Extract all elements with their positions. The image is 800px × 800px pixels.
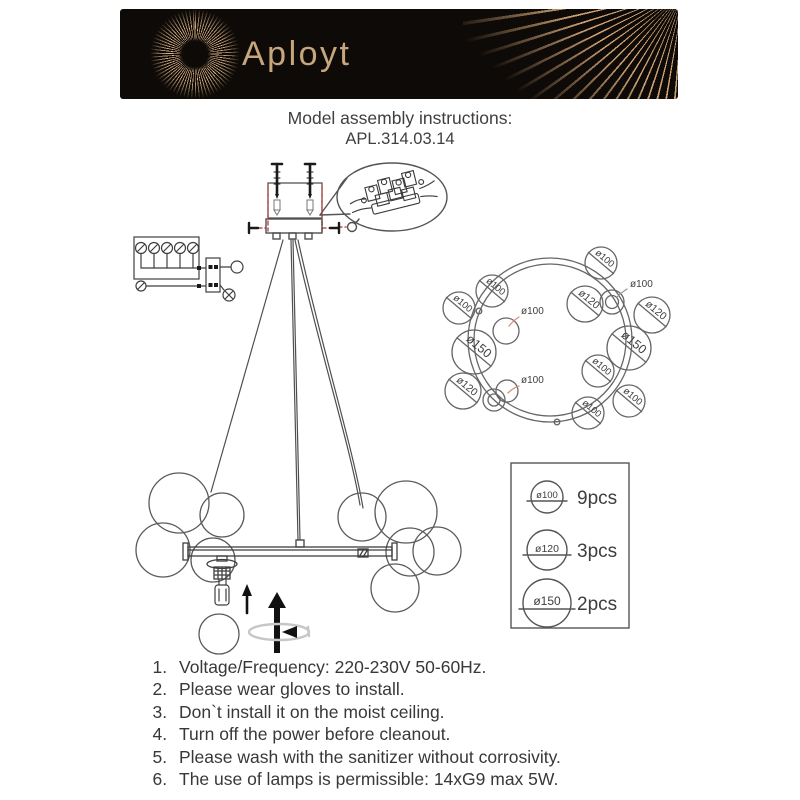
ball-label: ø100 [579,397,604,420]
corner-rays-icon [463,9,678,99]
canopy [266,219,322,239]
sunburst-logo-icon [149,9,241,99]
legend-row-d100 [527,481,617,513]
ball-label: ø100 [620,385,645,408]
leader-label: ø100 [630,279,653,290]
terminal-screws [136,243,207,269]
brand-banner [120,9,678,99]
ball-d100 [613,385,645,417]
legend-size-label: ø150 [533,594,561,608]
ball-label: ø120 [575,287,602,312]
ball-label: ø120 [642,298,669,323]
brand-name: Aployt [242,35,352,73]
legend-size-label: ø120 [535,543,559,555]
wiring-diagram [134,237,243,301]
alignment-guides [258,186,346,231]
ball-d120 [445,373,481,409]
lamp-socket [207,556,237,579]
assembly-arrows [242,584,309,653]
g9-bulb-icon [215,580,229,605]
leader-label: ø100 [521,306,544,317]
ceiling-bracket [268,164,322,218]
legend-count: 2pcs [577,594,618,615]
ball-label: ø100 [589,355,614,378]
suspension-wires [211,240,363,540]
ball-label: ø150 [463,331,495,361]
ball-label: ø120 [453,374,480,399]
instruction-item: 1. Voltage/Frequency: 220-230V 50-60Hz. [172,656,718,678]
legend-count: 9pcs [577,488,618,509]
ball-label: ø100 [592,247,617,270]
parts-legend [511,463,629,628]
ball-label: ø100 [450,292,475,315]
connector-pins [197,265,218,288]
instruction-item: 6. The use of lamps is permissible: 14xG9 max 5W. [172,768,718,790]
ball-d120 [634,297,670,333]
ball-d100 [476,275,508,307]
page-title: Model assembly instructions: [287,108,513,128]
leader-label: ø100 [521,375,544,386]
legend-count: 3pcs [577,541,618,562]
terminal-block-detail [346,166,438,219]
assembly-diagram [0,150,800,665]
terminal-block-callout [320,163,447,231]
chandelier-bar [183,540,397,560]
ball-d100 [582,355,614,387]
ring-top-view [443,247,670,429]
instruction-item: 3. Don`t install it on the moist ceiling. [172,701,718,723]
instruction-item: 5. Please wash with the sanitizer without corrosivity. [172,746,718,768]
spare-ball [199,614,239,654]
rotation-arrow-icon [282,626,297,638]
model-number: APL.314.03.14 [345,130,455,148]
ball-label: ø150 [618,327,650,357]
instructions-list [138,656,718,790]
legend-row-d120 [523,530,617,570]
ball-label: ø100 [483,275,508,298]
ball-d100 [572,397,604,429]
ball-d100 [443,292,475,324]
instruction-item: 4. Turn off the power before cleanout. [172,723,718,745]
legend-row-d150 [519,579,617,627]
anchor-screw-icon [272,164,315,194]
legend-size-label: ø100 [536,490,558,501]
ball-d150 [452,330,496,374]
ball-d120 [567,286,603,322]
ball-d100 [585,247,617,279]
instruction-item: 2. Please wear gloves to install. [172,678,718,700]
